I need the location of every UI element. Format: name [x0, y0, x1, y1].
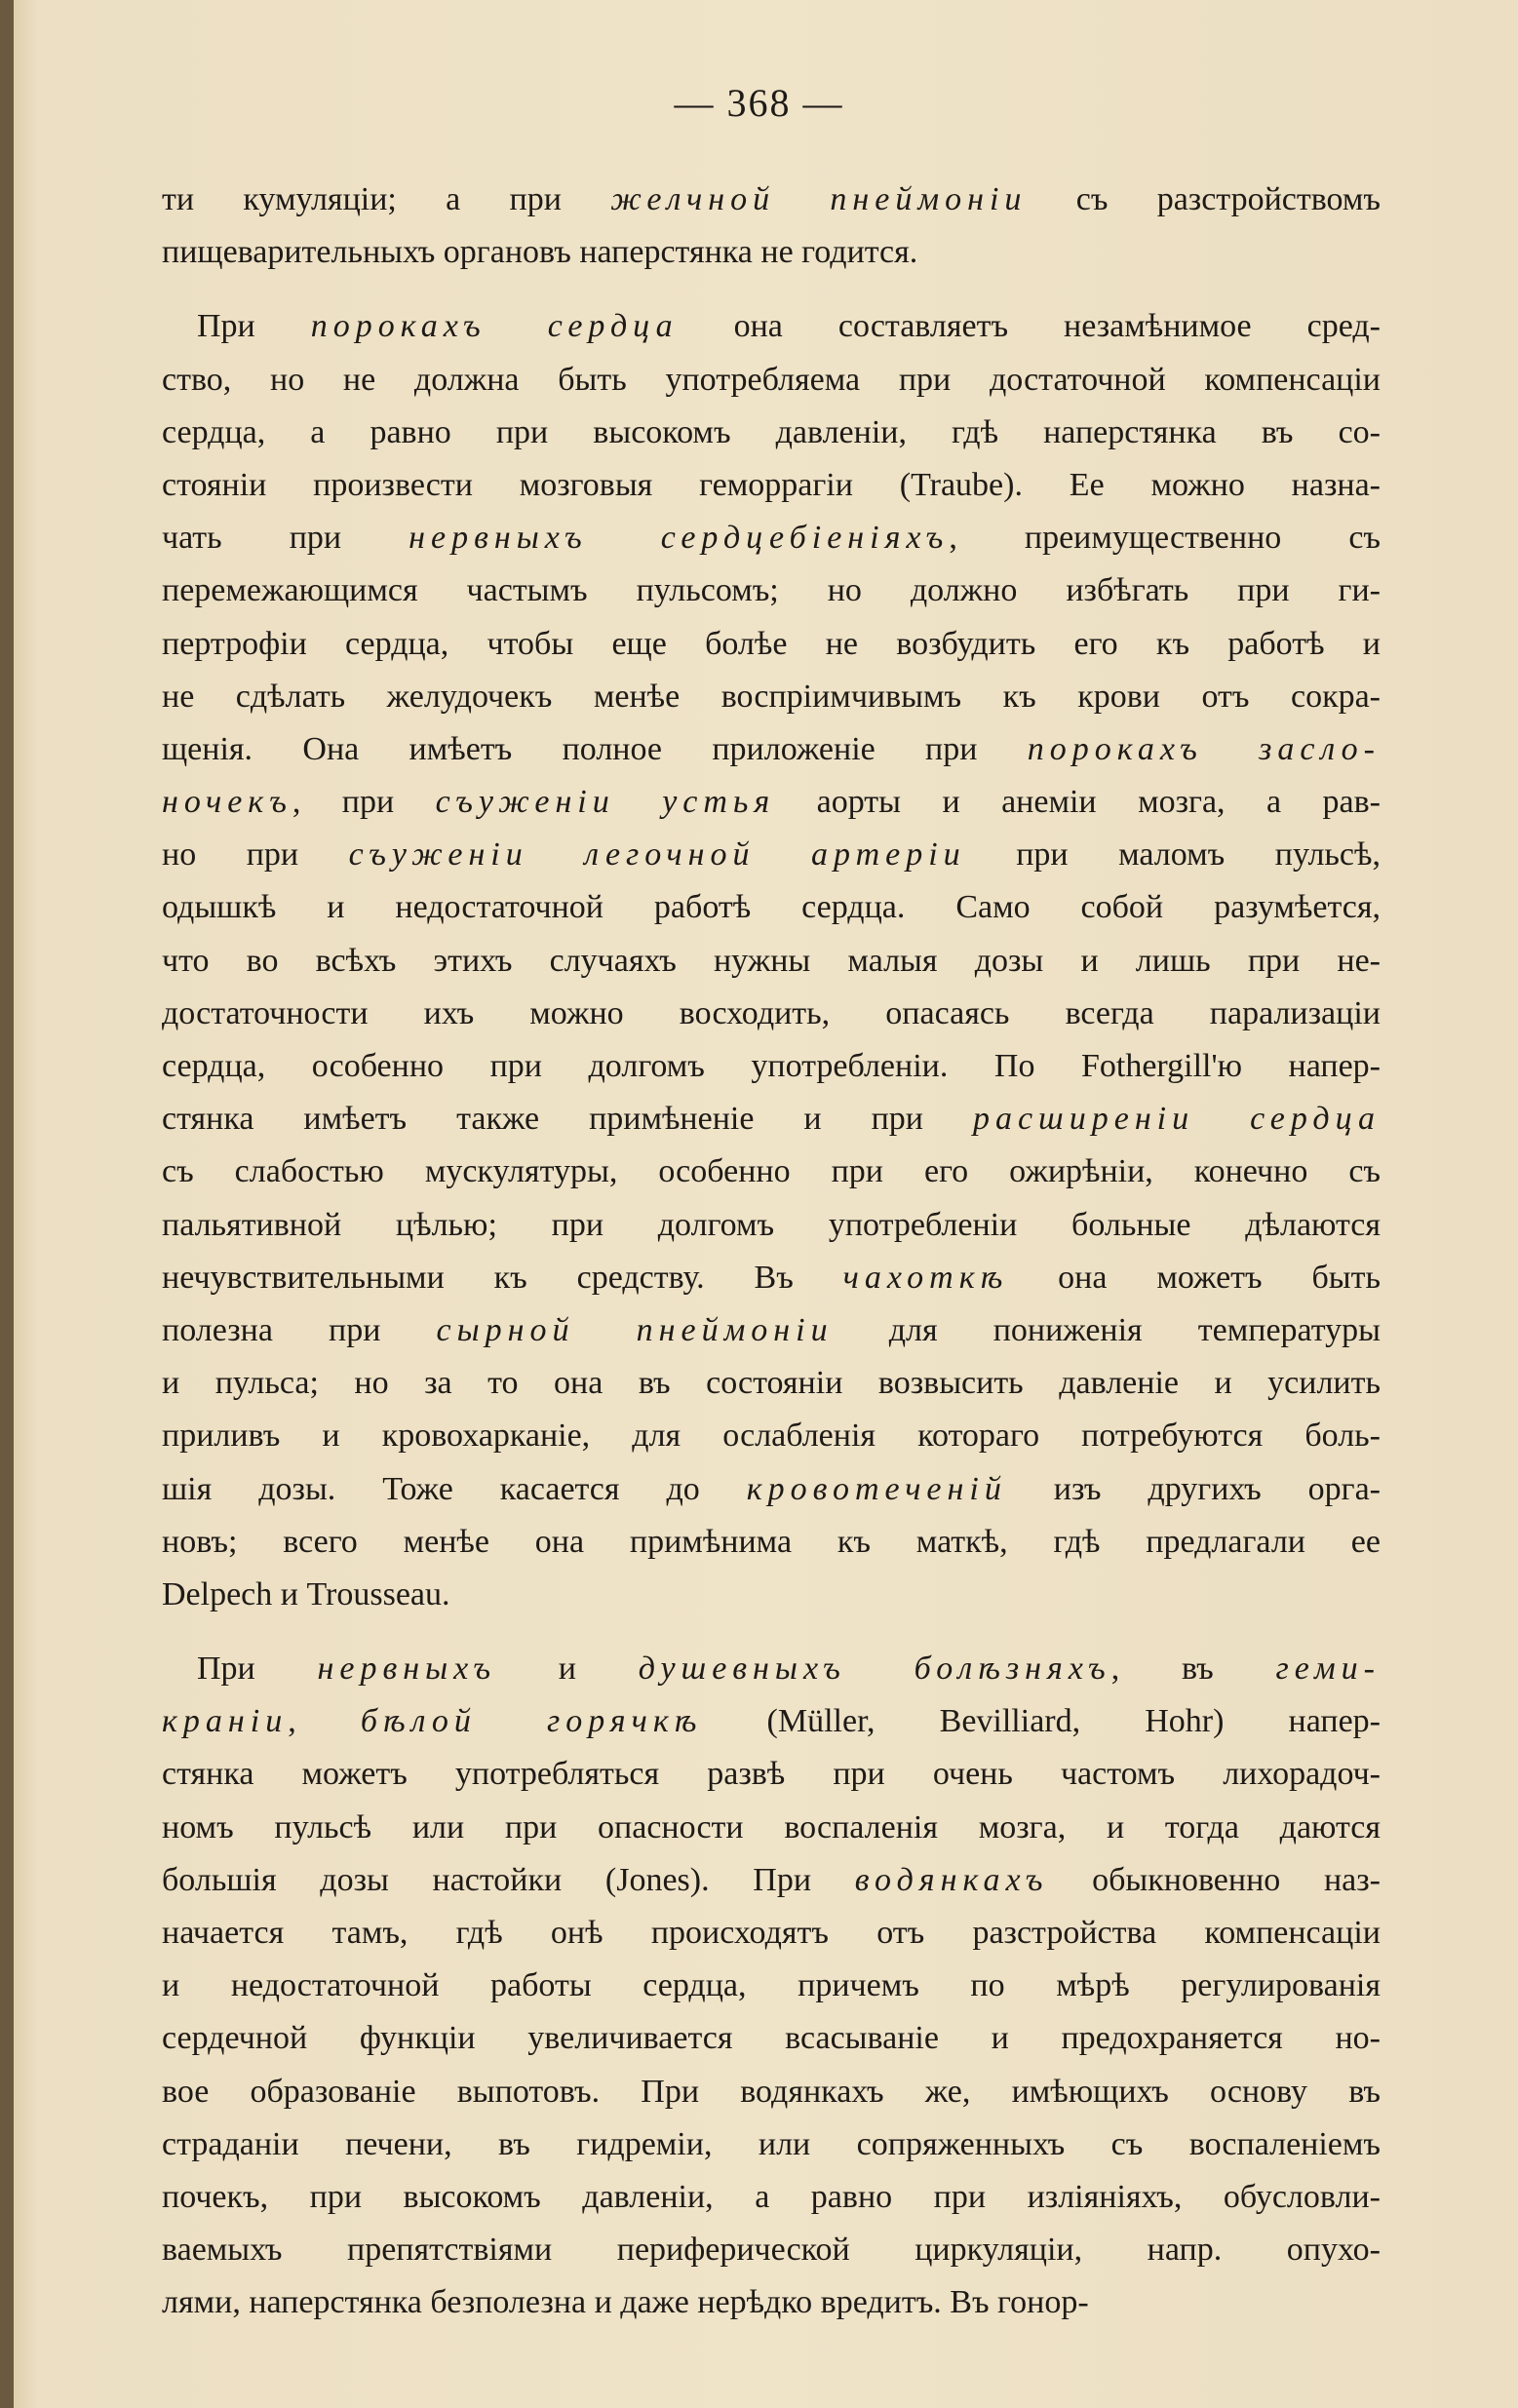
emphasized-term: кровотеченій [746, 1470, 1007, 1507]
text-run: она составляетъ незамѣнимое сред- [678, 308, 1381, 345]
text-run: При [197, 308, 311, 345]
emphasized-term: геми- [1275, 1651, 1381, 1688]
emphasized-term: нервныхъ сердцебіеніяхъ [409, 520, 950, 557]
text-line [162, 1569, 1381, 1621]
text-run: пальятивной цѣлью; при долгомъ употребленіи больные дѣлаются [162, 1206, 1381, 1243]
text-run: сердечной функціи увеличивается всасываніе и предохраняется но- [162, 2020, 1381, 2057]
text-run: для пониженія температуры [833, 1311, 1381, 1348]
text-line [162, 1960, 1381, 2012]
text-run: одышкѣ и недостаточной работѣ сердца. Само собой разумѣется, [162, 889, 1381, 926]
text-run: что во всѣхъ этихъ случаяхъ нужны малыя дозы и лишь при не- [162, 942, 1381, 979]
text-run: обыкновенно наз- [1048, 1861, 1381, 1898]
text-run: нечувствительными къ средству. Въ [162, 1259, 843, 1296]
text-run: стянка имѣетъ также примѣненіе и при [162, 1101, 973, 1138]
text-line [162, 564, 1381, 617]
text-line [162, 881, 1381, 934]
emphasized-term: съуженіи легочной артеріи [348, 836, 966, 874]
text-run: При [197, 1651, 318, 1688]
text-run: и недостаточной работы сердца, причемъ по мѣрѣ регулированія [162, 1967, 1381, 2004]
text-run: ваемыхъ препятствіями периферической циркуляціи, напр. опухо- [162, 2232, 1381, 2269]
text-line [162, 829, 1381, 881]
text-line [162, 226, 1381, 279]
text-line [162, 1040, 1381, 1093]
text-line [162, 2171, 1381, 2224]
text-line [162, 1748, 1381, 1801]
text-line [162, 776, 1381, 829]
emphasized-term: съуженіи устья [435, 784, 776, 821]
text-run: шія дозы. Тоже касается до [162, 1470, 747, 1507]
paragraph-gap [162, 279, 1381, 300]
emphasized-term: сырной пнеймоніи [436, 1311, 834, 1348]
emphasized-term: душевныхъ болѣзняхъ [638, 1651, 1111, 1688]
text-run: аорты и анеміи мозга, а рав- [775, 784, 1381, 821]
page-number: — 368 — [674, 81, 844, 125]
text-line [162, 2012, 1381, 2065]
text-run: но при [162, 836, 349, 874]
text-run: полезна при [162, 1311, 437, 1348]
text-run: она можетъ быть [1008, 1259, 1381, 1296]
text-run: сердца, особенно при долгомъ употребленіи. По Fothergill'ю напер- [162, 1048, 1381, 1084]
text-line [162, 354, 1381, 407]
text-run: не сдѣлать желудочекъ менѣе воспріимчивымъ къ крови отъ сокра- [162, 678, 1381, 715]
text-line [162, 1304, 1381, 1357]
text-line [162, 1695, 1381, 1748]
text-line [162, 988, 1381, 1040]
text-run: пищеварительныхъ органовъ наперстянка не годится. [162, 234, 918, 271]
text-line [162, 1802, 1381, 1854]
emphasized-term: краніи [162, 1703, 289, 1740]
emphasized-term: бѣлой горячкѣ [360, 1703, 703, 1740]
text-line [162, 1854, 1381, 1907]
paragraph [162, 174, 1381, 279]
text-run: Delpech и Trousseau. [162, 1575, 450, 1612]
text-run: начается тамъ, гдѣ онѣ происходятъ отъ разстройства компенсаціи [162, 1915, 1381, 1951]
paragraph [162, 1643, 1381, 2329]
text-run: сердца, а равно при высокомъ давленіи, гдѣ наперстянка въ со- [162, 413, 1381, 450]
text-line [162, 2224, 1381, 2276]
text-line [162, 1463, 1381, 1516]
text-run: почекъ, при высокомъ давленіи, а равно при изліяніяхъ, обусловли- [162, 2178, 1381, 2215]
body-text [162, 174, 1381, 2330]
text-line [162, 300, 1381, 353]
text-run: чать при [162, 520, 409, 557]
text-line [162, 2276, 1381, 2329]
text-line [162, 1643, 1381, 1695]
text-line [162, 1093, 1381, 1146]
emphasized-term: порокахъ сердца [310, 308, 679, 345]
text-line [162, 671, 1381, 723]
text-run: достаточности ихъ можно восходить, опасаясь всегда парализаціи [162, 994, 1381, 1031]
book-spine-edge [0, 0, 14, 2408]
text-run: стянка можетъ употребляться развѣ при очень частомъ лихорадоч- [162, 1756, 1381, 1793]
text-run: , [288, 1703, 361, 1740]
text-run: большія дозы настойки (Jones). При [162, 1861, 855, 1898]
text-line [162, 2066, 1381, 2118]
text-run: и [496, 1651, 639, 1688]
emphasized-term: чахоткѣ [842, 1259, 1009, 1296]
text-line [162, 1357, 1381, 1410]
text-line [162, 1252, 1381, 1304]
emphasized-term: нервныхъ [317, 1651, 497, 1688]
text-line [162, 1199, 1381, 1252]
text-run: стояніи произвести мозговыя геморрагіи (Traube). Ее можно назна- [162, 466, 1381, 503]
emphasized-term: порокахъ засло- [1027, 730, 1381, 767]
text-run: щенія. Она имѣетъ полное приложеніе при [162, 730, 1028, 767]
text-run: вое образованіе выпотовъ. При водянкахъ же, имѣющихъ основу въ [162, 2073, 1381, 2110]
text-run: ти кумуляціи; а при [162, 181, 611, 217]
emphasized-term: водянкахъ [854, 1861, 1049, 1898]
text-run: перемежающимся частымъ пульсомъ; но должно избѣгать при ги- [162, 572, 1381, 609]
emphasized-term: ночекъ [162, 784, 292, 821]
paragraph [162, 300, 1381, 1621]
text-run: съ разстройствомъ [1027, 181, 1381, 217]
text-run: изъ другихъ орга- [1006, 1470, 1381, 1507]
paragraph-gap [162, 1621, 1381, 1643]
text-run: , въ [1110, 1651, 1276, 1688]
text-run: ство, но не должна быть употребляема при достаточной компенсаціи [162, 361, 1381, 398]
emphasized-term: расширеніи сердца [972, 1101, 1381, 1138]
text-line [162, 459, 1381, 512]
text-run: (Müller, Bevilliard, Hohr) напер- [702, 1703, 1381, 1740]
text-run: новъ; всего менѣе она примѣнима къ маткѣ, гдѣ предлагали ее [162, 1523, 1381, 1560]
text-line [162, 723, 1381, 776]
text-line [162, 174, 1381, 226]
text-line [162, 1146, 1381, 1198]
text-line [162, 935, 1381, 988]
text-run: съ слабостью мускулятуры, особенно при его ожирѣніи, конечно съ [162, 1153, 1381, 1190]
text-run: номъ пульсѣ или при опасности воспаленія мозга, и тогда даются [162, 1808, 1381, 1845]
emphasized-term: желчной пнеймоніи [610, 181, 1028, 217]
text-run: , при [292, 784, 436, 821]
text-run: , преимущественно съ [949, 520, 1381, 557]
text-run: лями, наперстянка безполезна и даже нерѣдко вредитъ. Въ гонор- [162, 2284, 1089, 2321]
text-run: приливъ и кровохарканіе, для ослабленія котораго потребуются боль- [162, 1418, 1381, 1455]
text-line [162, 1410, 1381, 1462]
text-run: и пульса; но за то она въ состояніи возвысить давленіе и усилить [162, 1365, 1381, 1402]
text-line [162, 2118, 1381, 2171]
text-line [162, 1516, 1381, 1569]
text-line [162, 407, 1381, 459]
text-line [162, 1907, 1381, 1960]
text-line [162, 512, 1381, 564]
text-run: при маломъ пульсѣ, [965, 836, 1381, 874]
text-run: страданіи печени, въ гидреміи, или сопряженныхъ съ воспаленіемъ [162, 2125, 1381, 2162]
text-line [162, 618, 1381, 671]
text-run: пертрофіи сердца, чтобы еще болѣе не возбудить его къ работѣ и [162, 625, 1381, 662]
